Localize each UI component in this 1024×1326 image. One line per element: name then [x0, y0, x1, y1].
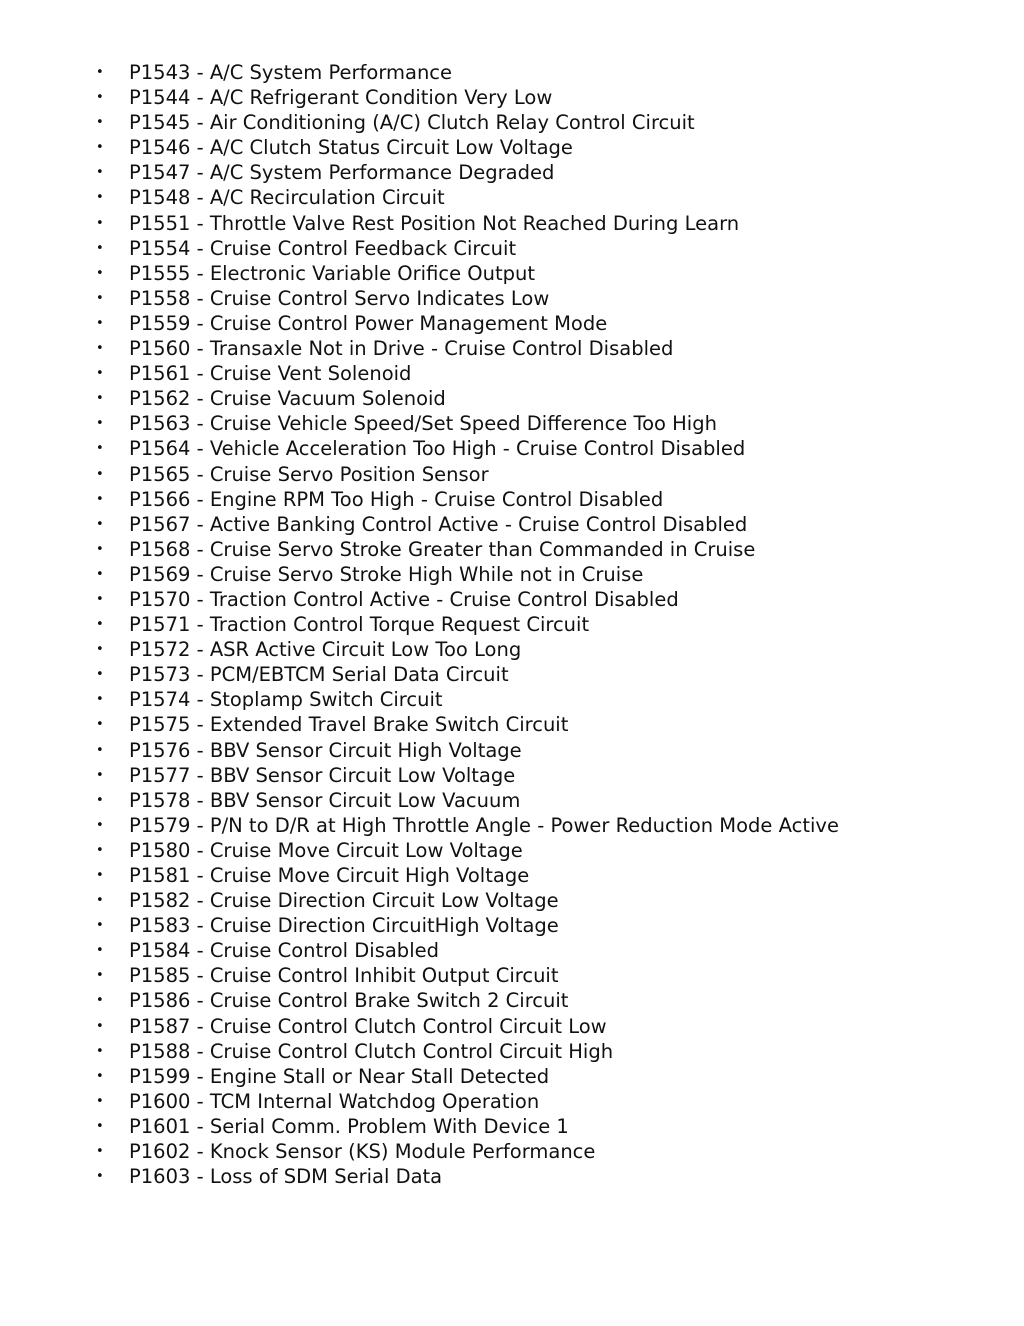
list-item: [0, 1039, 839, 1064]
bullet-icon: •: [96, 190, 104, 206]
bullet-icon: •: [96, 667, 104, 683]
bullet-icon: •: [96, 491, 104, 507]
list-item-text: P1555 - Electronic Variable Orifice Output: [129, 261, 536, 285]
list-item: [0, 813, 839, 838]
list-item: [0, 160, 839, 185]
list-item-text: P1567 - Active Banking Control Active - Cruise Control Disabled: [129, 512, 748, 536]
bullet-icon: •: [96, 366, 104, 382]
list-item: [0, 512, 839, 537]
list-item-text: P1560 - Transaxle Not in Drive - Cruise Control Disabled: [129, 337, 674, 361]
bullet-icon: •: [96, 65, 104, 80]
list-item: [0, 988, 839, 1013]
list-item-text: P1600 - TCM Internal Watchdog Operation: [129, 1089, 540, 1113]
bullet-icon: •: [96, 842, 104, 858]
bullet-icon: •: [96, 566, 104, 582]
list-item: [0, 386, 839, 411]
list-item-text: P1574 - Stoplamp Switch Circuit: [129, 688, 443, 712]
bullet-icon: •: [96, 1144, 104, 1160]
list-item-text: P1572 - ASR Active Circuit Low Too Long: [129, 638, 522, 662]
list-item-text: P1588 - Cruise Control Clutch Control Circuit High: [129, 1039, 614, 1063]
list-item-text: P1565 - Cruise Servo Position Sensor: [129, 462, 489, 486]
bullet-icon: •: [96, 1018, 104, 1034]
list-item: [0, 1114, 839, 1139]
list-item: [0, 1014, 839, 1039]
bullet-icon: •: [96, 1118, 104, 1134]
list-item-text: P1568 - Cruise Servo Stroke Greater than Commanded in Cruise: [129, 537, 756, 561]
list-item: [0, 888, 839, 913]
bullet-icon: •: [96, 1169, 104, 1185]
list-item-text: P1585 - Cruise Control Inhibit Output Circuit: [129, 964, 559, 988]
list-item-text: P1547 - A/C System Performance Degraded: [129, 161, 555, 185]
list-item-text: P1582 - Cruise Direction Circuit Low Voltage: [129, 889, 559, 913]
list-item: [0, 587, 839, 612]
list-item: [0, 361, 839, 386]
bullet-icon: •: [96, 90, 104, 106]
list-item: [0, 85, 839, 110]
bullet-icon: •: [96, 918, 104, 934]
list-item: [0, 612, 839, 637]
bullet-icon: •: [96, 968, 104, 984]
bullet-icon: •: [96, 240, 104, 256]
list-item: [0, 738, 839, 763]
list-item: [0, 1139, 839, 1164]
list-item-text: P1601 - Serial Comm. Problem With Device 1: [129, 1114, 569, 1138]
list-item: [0, 135, 839, 160]
list-item-text: P1577 - BBV Sensor Circuit Low Voltage: [129, 763, 516, 787]
list-item-text: P1586 - Cruise Control Brake Switch 2 Circuit: [129, 989, 569, 1013]
list-item-text: P1562 - Cruise Vacuum Solenoid: [129, 387, 446, 411]
bullet-icon: •: [96, 617, 104, 633]
list-item-text: P1548 - A/C Recirculation Circuit: [129, 186, 445, 210]
list-item-text: P1546 - A/C Clutch Status Circuit Low Voltage: [129, 136, 573, 160]
list-item-text: P1602 - Knock Sensor (KS) Module Performance: [129, 1140, 596, 1164]
list-item-text: P1559 - Cruise Control Power Management Mode: [129, 311, 608, 335]
list-item: [0, 537, 839, 562]
bullet-icon: •: [96, 265, 104, 281]
bullet-icon: •: [96, 115, 104, 131]
bullet-icon: •: [96, 692, 104, 708]
list-item: [0, 436, 839, 461]
list-item-text: P1575 - Extended Travel Brake Switch Circuit: [129, 713, 569, 737]
list-item: [0, 110, 839, 135]
list-item-text: P1579 - P/N to D/R at High Throttle Angle - Power Reduction Mode Active: [129, 813, 839, 837]
list-item-text: P1566 - Engine RPM Too High - Cruise Control Disabled: [129, 487, 664, 511]
bullet-icon: •: [96, 943, 104, 959]
list-item: [0, 938, 839, 963]
list-item-text: P1573 - PCM/EBTCM Serial Data Circuit: [129, 663, 509, 687]
list-item-text: P1581 - Cruise Move Circuit High Voltage: [129, 864, 530, 887]
list-item-text: P1551 - Throttle Valve Rest Position Not Reached During Learn: [129, 211, 740, 235]
list-item-text: P1599 - Engine Stall or Near Stall Detected: [129, 1064, 550, 1088]
bullet-icon: •: [96, 516, 104, 532]
list-item: [0, 788, 839, 813]
bullet-icon: •: [96, 993, 104, 1009]
list-item-text: P1578 - BBV Sensor Circuit Low Vacuum: [129, 788, 521, 812]
bullet-icon: •: [96, 416, 104, 432]
list-item: [0, 838, 839, 863]
bullet-icon: •: [96, 817, 104, 833]
list-item: [0, 211, 839, 236]
list-item: [0, 1089, 839, 1114]
bullet-icon: •: [96, 441, 104, 457]
bullet-icon: •: [96, 767, 104, 783]
diagnostic-code-list: [0, 60, 839, 1189]
list-item-text: P1561 - Cruise Vent Solenoid: [129, 362, 412, 386]
bullet-icon: •: [96, 165, 104, 181]
bullet-icon: •: [96, 893, 104, 909]
list-item-text: P1569 - Cruise Servo Stroke High While not in Cruise: [129, 562, 644, 586]
bullet-icon: •: [96, 541, 104, 557]
bullet-icon: •: [96, 290, 104, 306]
bullet-icon: •: [96, 315, 104, 331]
bullet-icon: •: [96, 642, 104, 658]
bullet-icon: •: [96, 792, 104, 808]
bullet-icon: •: [96, 868, 104, 883]
bullet-icon: •: [96, 1093, 104, 1109]
bullet-icon: •: [96, 717, 104, 733]
list-item-text: P1545 - Air Conditioning (A/C) Clutch Relay Control Circuit: [129, 111, 695, 135]
list-item-text: P1571 - Traction Control Torque Request Circuit: [129, 613, 590, 637]
list-item: [0, 487, 839, 512]
list-item: [0, 311, 839, 336]
list-item: [0, 1064, 839, 1089]
list-item: [0, 687, 839, 712]
list-item-text: P1563 - Cruise Vehicle Speed/Set Speed Difference Too High: [129, 412, 717, 436]
bullet-icon: •: [96, 391, 104, 407]
list-item-text: P1603 - Loss of SDM Serial Data: [129, 1165, 443, 1189]
list-item: [0, 662, 839, 687]
list-item: [0, 286, 839, 311]
list-item-text: P1584 - Cruise Control Disabled: [129, 939, 439, 963]
list-item-text: P1543 - A/C System Performance: [129, 61, 453, 84]
bullet-icon: •: [96, 1043, 104, 1059]
list-item: [0, 637, 839, 662]
bullet-icon: •: [96, 742, 104, 758]
bullet-icon: •: [96, 1068, 104, 1084]
list-item-text: P1587 - Cruise Control Clutch Control Circuit Low: [129, 1014, 607, 1038]
list-item: [0, 336, 839, 361]
list-item: [0, 913, 839, 938]
list-item-text: P1576 - BBV Sensor Circuit High Voltage: [129, 738, 522, 762]
bullet-icon: •: [96, 140, 104, 156]
list-item-text: P1554 - Cruise Control Feedback Circuit: [129, 236, 517, 260]
bullet-icon: •: [96, 341, 104, 357]
list-item: [0, 185, 839, 210]
list-item: [0, 712, 839, 737]
list-item-text: P1570 - Traction Control Active - Cruise Control Disabled: [129, 587, 679, 611]
list-item: [0, 763, 839, 788]
list-item: [0, 562, 839, 587]
list-item: [0, 261, 839, 286]
list-item: [0, 1164, 839, 1189]
list-item: [0, 236, 839, 261]
list-item-text: P1564 - Vehicle Acceleration Too High - Cruise Control Disabled: [129, 437, 746, 461]
list-item: [0, 60, 839, 85]
bullet-icon: •: [96, 591, 104, 607]
list-item-text: P1580 - Cruise Move Circuit Low Voltage: [129, 838, 523, 862]
bullet-icon: •: [96, 215, 104, 231]
list-item: [0, 462, 839, 487]
list-item: [0, 963, 839, 988]
list-item: [0, 411, 839, 436]
list-item-text: P1583 - Cruise Direction CircuitHigh Voltage: [129, 914, 559, 938]
list-item-text: P1544 - A/C Refrigerant Condition Very Low: [129, 86, 553, 110]
list-item: [0, 863, 839, 888]
list-item-text: P1558 - Cruise Control Servo Indicates Low: [129, 286, 550, 310]
bullet-icon: •: [96, 466, 104, 482]
